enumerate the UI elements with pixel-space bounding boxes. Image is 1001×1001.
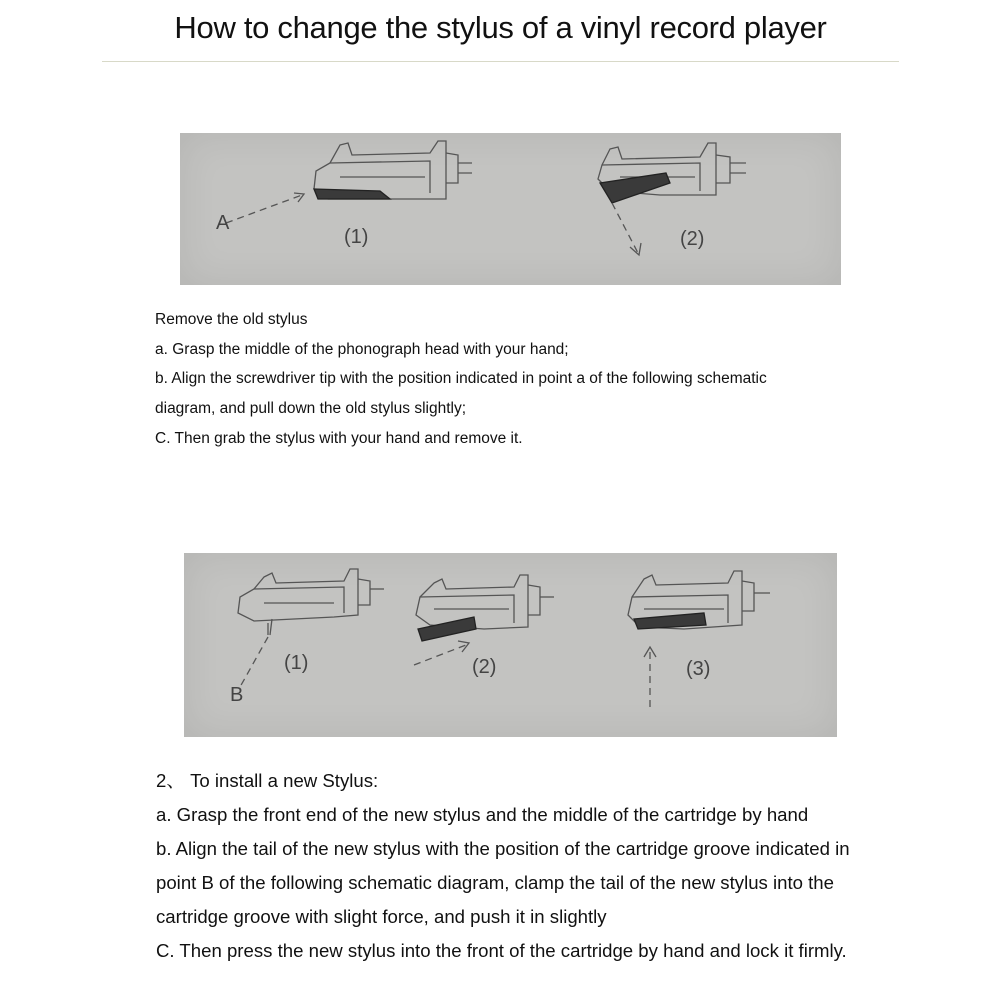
- cartridge-drawing-2: [416, 575, 554, 629]
- new-stylus-2: [418, 617, 476, 641]
- instruction-line: C. Then grab the stylus with your hand and remove it.: [155, 429, 523, 447]
- instruction-line: a. Grasp the front end of the new stylus and the middle of the cartridge by hand: [156, 804, 809, 825]
- install-diagram-photo: [184, 553, 837, 737]
- panel-label: (2): [680, 228, 705, 250]
- insert-arrow: [414, 645, 466, 665]
- install-heading: 2、 To install a new Stylus:: [156, 770, 379, 791]
- instruction-line: b. Align the screwdriver tip with the position indicated in point a of the following schematic: [155, 370, 767, 388]
- panel-label: (2): [472, 656, 497, 678]
- install-diagram: [184, 553, 837, 737]
- panel-label: (1): [284, 652, 309, 674]
- instruction-line: a. Grasp the middle of the phonograph head with your hand;: [155, 340, 569, 358]
- removal-diagram: [180, 133, 841, 285]
- instruction-line: b. Align the tail of the new stylus with the position of the cartridge groove indicated in: [156, 838, 850, 859]
- pointer-label-b: B: [230, 684, 244, 706]
- pointer-line-b: [240, 637, 268, 687]
- instruction-line: diagram, and pull down the old stylus slightly;: [155, 400, 467, 418]
- instruction-line: point B of the following schematic diagram, clamp the tail of the new stylus into the: [156, 872, 834, 893]
- removal-heading: Remove the old stylus: [155, 311, 308, 328]
- instruction-line: C. Then press the new stylus into the front of the cartridge by hand and lock it firmly.: [156, 940, 847, 961]
- new-stylus-3: [634, 613, 706, 629]
- panel-label: (1): [344, 226, 369, 248]
- title-divider: [102, 61, 899, 62]
- stylus-1: [314, 189, 390, 199]
- pointer-label-a: A: [216, 212, 230, 234]
- pull-down-arrow: [612, 203, 638, 253]
- removal-diagram-photo: [180, 133, 841, 285]
- panel-label: (3): [686, 658, 711, 680]
- stylus-2: [600, 173, 670, 203]
- instruction-line: cartridge groove with slight force, and push it in slightly: [156, 906, 607, 927]
- removal-instructions: [155, 305, 875, 454]
- install-instructions: [156, 764, 926, 968]
- pointer-arrow-a: [226, 195, 302, 223]
- page-title: How to change the stylus of a vinyl record player: [174, 10, 827, 45]
- cartridge-drawing-1: [238, 569, 384, 635]
